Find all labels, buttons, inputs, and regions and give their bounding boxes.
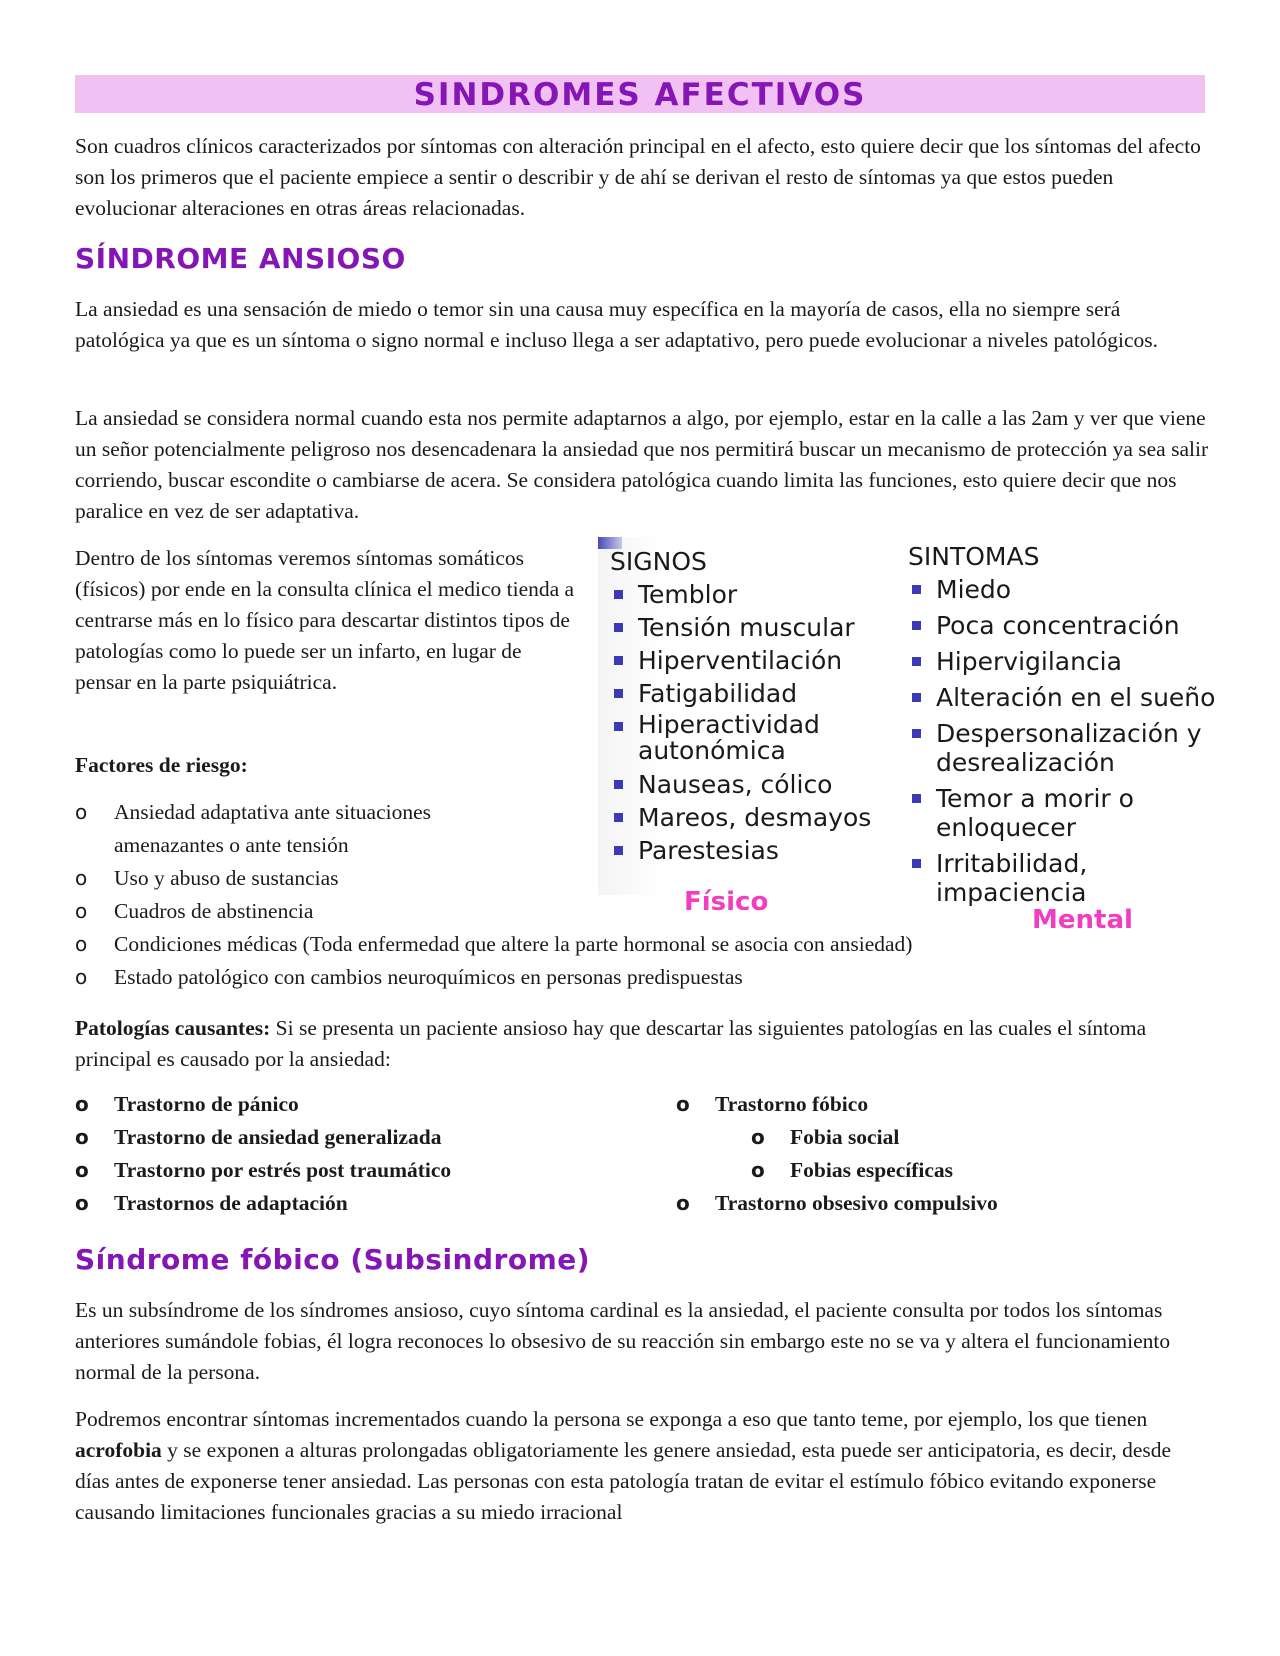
label-mental: Mental [1032, 905, 1133, 935]
list-item: o Trastorno de ansiedad generalizada [75, 1121, 635, 1154]
sintomas-title: SINTOMAS [908, 542, 1040, 571]
square-bullet-icon [614, 623, 623, 632]
bullet-icon: o [676, 1191, 690, 1215]
list-item: Alteración en el sueño [908, 683, 1238, 712]
list-item: Hiperactividad autonómica [610, 712, 838, 764]
bullet-icon: o [75, 965, 88, 989]
list-item: Fatigabilidad [610, 679, 880, 708]
square-bullet-icon [912, 657, 921, 666]
section-heading-fobico: Síndrome fóbico (Subsindrome) [75, 1243, 591, 1276]
square-bullet-icon [912, 693, 921, 702]
list-item: o Trastornos de adaptación [75, 1187, 635, 1220]
bullet-icon: o [75, 932, 88, 956]
square-bullet-icon [912, 585, 921, 594]
square-bullet-icon [614, 689, 623, 698]
list-item: o Ansiedad adaptativa ante situaciones amenazantes o ante tensión [75, 796, 494, 862]
list-item: o Trastorno por estrés post traumático [75, 1154, 635, 1187]
fobico-paragraph-1: Es un subsíndrome de los síndromes ansioso, cuyo síntoma cardinal es la ansiedad, el paciente consulta por todos los síntomas anteriores sumándole fobias, él logra reconoces lo obsesivo de su reacción sin embargo este no se va y altera el funcionamiento normal de la persona. [75, 1298, 1171, 1384]
list-item: o Fobia social [676, 1121, 1236, 1154]
list-item: Mareos, desmayos [610, 803, 880, 832]
list-item: Miedo [908, 575, 1238, 604]
square-bullet-icon [614, 590, 623, 599]
signos-list [610, 580, 880, 865]
list-item: o Trastorno fóbico [676, 1088, 1236, 1121]
list-item: Hipervigilancia [908, 647, 1238, 676]
fobico-paragraph-2: Podremos encontrar síntomas incrementados cuando la persona se exponga a eso que tanto teme, por ejemplo, los que tienen acrofobia y se exponen a alturas prolongadas obligatoriamente les genere ansiedad, esta puede ser anticipatoria, es decir, desde días antes de exponerse tener ansiedad. Las personas con esta patología tratan de evitar el estímulo fóbico evitando exponerse causando limitaciones funcionales gracias a su miedo irracional [75, 1407, 1172, 1524]
list-item: Irritabilidad, impaciencia [908, 849, 1238, 907]
causes-list-right [676, 1088, 1236, 1220]
square-bullet-icon [614, 656, 623, 665]
list-item: o Condiciones médicas (Toda enfermedad que altere la parte hormonal se asocia con ansiedad) [75, 928, 1075, 961]
bullet-icon: o [75, 800, 88, 824]
bullet-icon: o [75, 899, 88, 923]
list-item: o Trastorno obsesivo compulsivo [676, 1187, 1236, 1220]
signos-title: SIGNOS [610, 547, 707, 576]
bullet-icon: o [75, 1092, 89, 1116]
list-item: Tensión muscular [610, 613, 880, 642]
causes-list-left [75, 1088, 635, 1220]
square-bullet-icon [912, 859, 921, 868]
bullet-icon: o [751, 1158, 765, 1182]
square-bullet-icon [614, 780, 623, 789]
list-item: o Trastorno de pánico [75, 1088, 635, 1121]
list-item: Temblor [610, 580, 880, 609]
intro-paragraph: Son cuadros clínicos caracterizados por síntomas con alteración principal en el afecto, esto quiere decir que los síntomas del afecto son los primeros que el paciente empiece a sentir o describir y de ahí se derivan el resto de síntomas ya que estos pueden evolucionar alteraciones en otras áreas relacionadas. [75, 134, 1201, 220]
risk-factors-label: Factores de riesgo: [75, 753, 248, 777]
bullet-icon: o [75, 1191, 89, 1215]
bullet-icon: o [75, 866, 88, 890]
acrofobia-term: acrofobia [75, 1438, 162, 1462]
list-item: Nauseas, cólico [610, 770, 880, 799]
signs-symptoms-figure [598, 537, 1240, 937]
list-item: Parestesias [610, 836, 880, 865]
list-item: o Estado patológico con cambios neuroquímicos en personas predispuestas [75, 961, 1075, 994]
section-heading-ansioso: SÍNDROME ANSIOSO [75, 242, 406, 275]
bullet-icon: o [751, 1125, 765, 1149]
ansiedad-paragraph-3: Dentro de los síntomas veremos síntomas somáticos (físicos) por ende en la consulta clínica el medico tienda a centrarse más en lo físico para descartar distintos tipos de patologías como lo puede ser un infarto, en lugar de pensar en la parte psiquiátrica. [75, 546, 575, 694]
list-item: Hiperventilación [610, 646, 880, 675]
bullet-icon: o [75, 1125, 89, 1149]
square-bullet-icon [614, 846, 623, 855]
square-bullet-icon [614, 813, 623, 822]
ansiedad-paragraph-1: La ansiedad es una sensación de miedo o temor sin una causa muy específica en la mayoría de casos, ella no siempre será patológica ya que es un síntoma o signo normal e incluso llega a ser adaptativo, pero puede evolucionar a niveles patológicos. [75, 297, 1159, 352]
document-title: SINDROMES AFECTIVOS [75, 75, 1205, 113]
bullet-icon: o [676, 1092, 690, 1116]
causes-label: Patologías causantes: [75, 1016, 271, 1040]
square-bullet-icon [912, 794, 921, 803]
list-item: o Cuadros de abstinencia [75, 895, 1075, 928]
list-item: o Uso y abuso de sustancias [75, 862, 1075, 895]
ansiedad-paragraph-2: La ansiedad se considera normal cuando esta nos permite adaptarnos a algo, por ejemplo, estar en la calle a las 2am y ver que viene un señor potencialmente peligroso nos desencadenara la ansiedad que nos permitirá buscar un mecanismo de protección ya sea salir corriendo, buscar escondite o cambiarse de acera. Se considera patológica cuando limita las funciones, esto quiere decir que nos paralice en vez de ser adaptativa. [75, 406, 1209, 523]
square-bullet-icon [912, 621, 921, 630]
list-item: o Fobias específicas [676, 1154, 1236, 1187]
causes-text: Si se presenta un paciente ansioso hay que descartar las siguientes patologías en las cuales el síntoma principal es causado por la ansiedad: [75, 1016, 1147, 1071]
list-item: Poca concentración [908, 611, 1238, 640]
bullet-icon: o [75, 1158, 89, 1182]
label-fisico: Físico [684, 887, 769, 917]
list-item: Despersonalización y desrealización [908, 719, 1206, 777]
square-bullet-icon [614, 722, 623, 731]
causes-paragraph [75, 1013, 1210, 1075]
square-bullet-icon [912, 729, 921, 738]
sintomas-list [908, 575, 1238, 907]
list-item: Temor a morir o enloquecer [908, 784, 1156, 842]
